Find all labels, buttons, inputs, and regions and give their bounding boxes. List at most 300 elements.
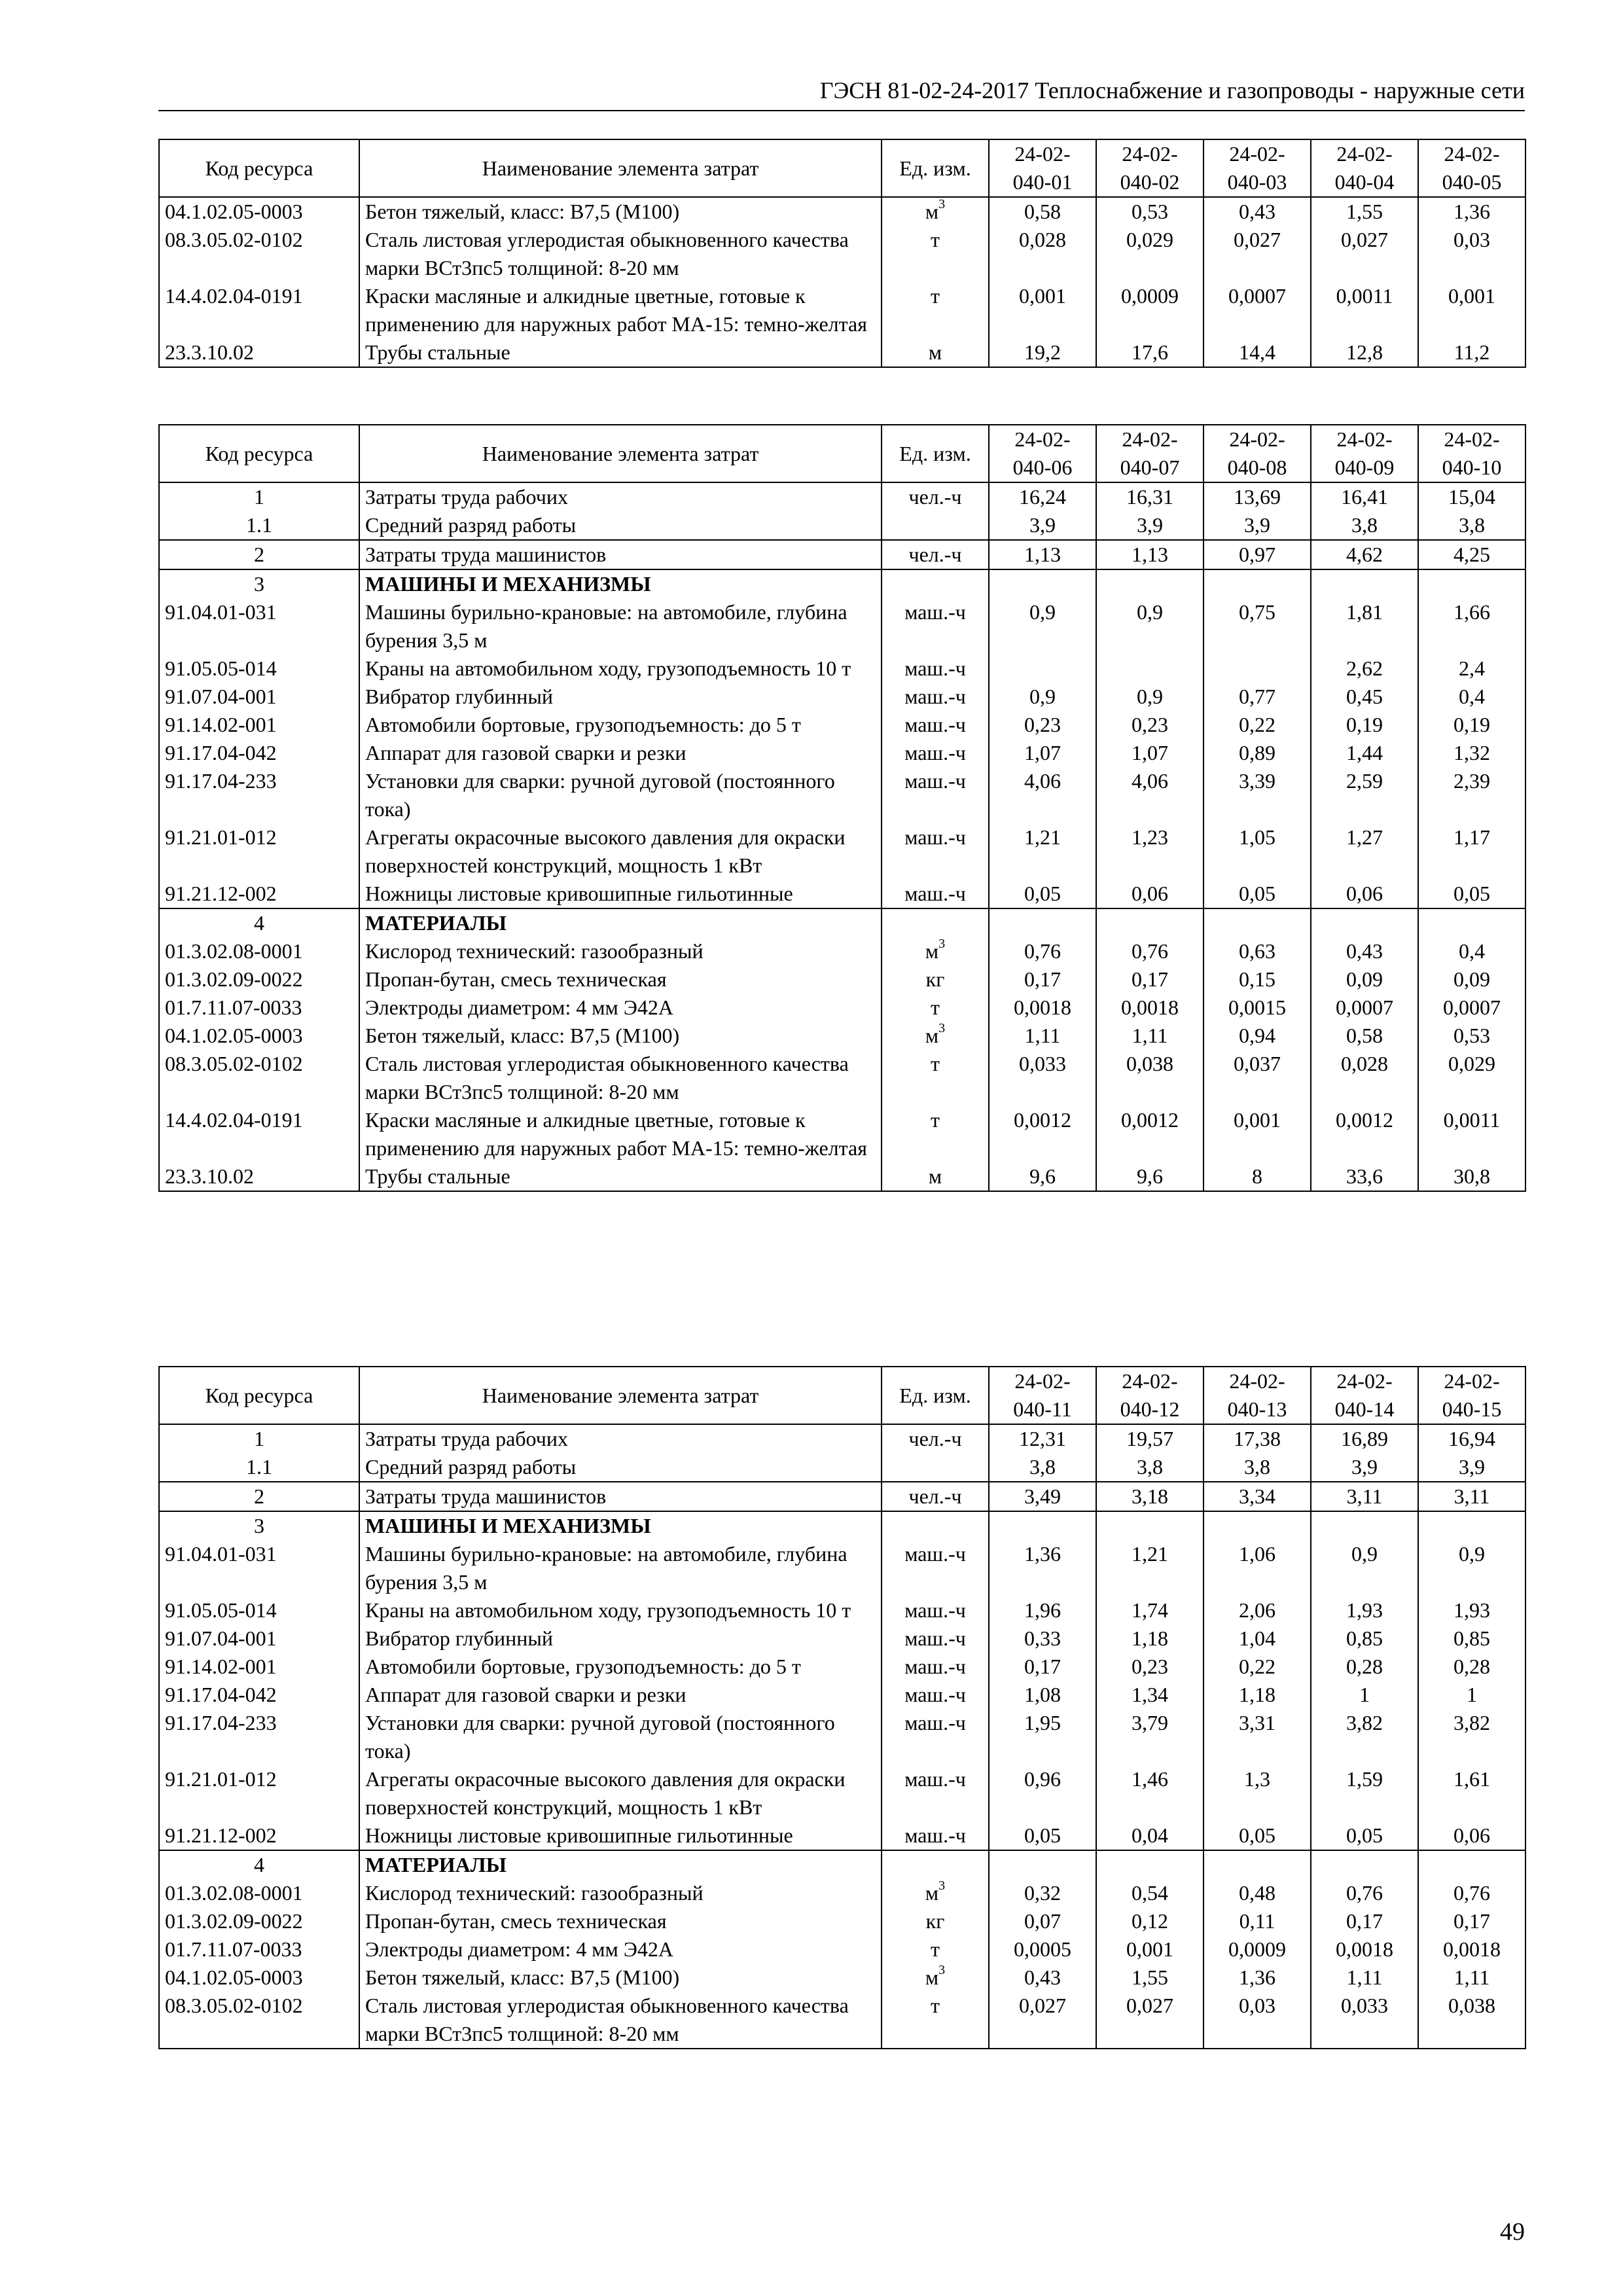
resource-unit: т — [882, 1935, 989, 1964]
norm-value: 3,8 — [1418, 511, 1525, 540]
norm-value: 1,18 — [1096, 1624, 1204, 1653]
resource-name: Пропан-бутан, смесь техническая — [359, 965, 882, 994]
norm-value: 1,46 — [1096, 1765, 1204, 1821]
header-norm-code: 24-02- 040-02 — [1096, 139, 1204, 197]
resource-unit: т — [882, 994, 989, 1022]
table-row — [159, 711, 1525, 739]
norm-value: 1,44 — [1311, 739, 1418, 767]
norm-value: 1,07 — [1096, 739, 1204, 767]
norm-value: 3,11 — [1418, 1482, 1525, 1511]
norm-value: 15,04 — [1418, 482, 1525, 511]
norm-value — [1204, 655, 1311, 683]
table-row — [159, 1992, 1525, 2049]
norm-value — [989, 655, 1096, 683]
resource-name: МАШИНЫ И МЕХАНИЗМЫ — [359, 569, 882, 598]
norm-value: 0,23 — [989, 711, 1096, 739]
resource-name: Краны на автомобильном ходу, грузоподъемность 10 т — [359, 655, 882, 683]
norm-value: 0,9 — [1096, 598, 1204, 655]
norm-value — [1418, 569, 1525, 598]
norm-value: 0,09 — [1311, 965, 1418, 994]
norm-value: 1,04 — [1204, 1624, 1311, 1653]
norm-value: 0,32 — [989, 1879, 1096, 1907]
resource-code: 04.1.02.05-0003 — [159, 1964, 359, 1992]
resource-name: Вибратор глубинный — [359, 1624, 882, 1653]
resource-name: МАТЕРИАЛЫ — [359, 908, 882, 937]
table-row — [159, 511, 1525, 540]
resource-code: 91.21.12-002 — [159, 880, 359, 908]
norm-value: 0,06 — [1418, 1821, 1525, 1850]
resource-code: 4 — [159, 1850, 359, 1879]
resource-name: Электроды диаметром: 4 мм Э42А — [359, 994, 882, 1022]
header-name: Наименование элемента затрат — [359, 425, 882, 482]
norm-value: 2,39 — [1418, 767, 1525, 823]
resource-unit: маш.-ч — [882, 1540, 989, 1596]
norm-value: 0,77 — [1204, 683, 1311, 711]
norm-value: 0,038 — [1418, 1992, 1525, 2049]
resource-name: Агрегаты окрасочные высокого давления для окраски поверхностей конструкций, мощность 1 кВт — [359, 1765, 882, 1821]
norm-value: 1,61 — [1418, 1765, 1525, 1821]
norm-value: 3,8 — [1096, 1453, 1204, 1482]
resource-table-1 — [158, 139, 1526, 368]
table-row — [159, 1162, 1525, 1191]
resource-unit: маш.-ч — [882, 739, 989, 767]
norm-value: 0,027 — [1096, 1992, 1204, 2049]
header-code: Код ресурса — [159, 1367, 359, 1424]
resource-name: Бетон тяжелый, класс: В7,5 (М100) — [359, 1022, 882, 1050]
resource-unit: чел.-ч — [882, 1424, 989, 1453]
norm-value: 16,31 — [1096, 482, 1204, 511]
table-row — [159, 1511, 1525, 1540]
header-row — [159, 1367, 1525, 1424]
norm-value: 1,18 — [1204, 1681, 1311, 1709]
header-norm-code: 24-02- 040-01 — [989, 139, 1096, 197]
norm-value: 0,17 — [989, 1653, 1096, 1681]
resource-table-2 — [158, 424, 1526, 1192]
norm-value: 0,75 — [1204, 598, 1311, 655]
resource-unit — [882, 1511, 989, 1540]
resource-name: Пропан-бутан, смесь техническая — [359, 1907, 882, 1935]
norm-value: 11,2 — [1418, 338, 1525, 367]
resource-unit: т — [882, 1050, 989, 1106]
norm-value: 2,06 — [1204, 1596, 1311, 1624]
norm-value: 1,66 — [1418, 598, 1525, 655]
resource-name: Автомобили бортовые, грузоподъемность: до 5 т — [359, 1653, 882, 1681]
norm-value: 3,82 — [1418, 1709, 1525, 1765]
norm-value: 0,05 — [1204, 880, 1311, 908]
header-norm-code: 24-02- 040-08 — [1204, 425, 1311, 482]
resource-name: Ножницы листовые кривошипные гильотинные — [359, 1821, 882, 1850]
resource-code: 91.05.05-014 — [159, 1596, 359, 1624]
norm-value: 0,05 — [1418, 880, 1525, 908]
norm-value: 0,09 — [1418, 965, 1525, 994]
norm-value: 0,0018 — [1311, 1935, 1418, 1964]
resource-code: 01.7.11.07-0033 — [159, 1935, 359, 1964]
table-row — [159, 1821, 1525, 1850]
norm-value — [1204, 569, 1311, 598]
resource-code: 91.21.01-012 — [159, 1765, 359, 1821]
resource-name: Затраты труда машинистов — [359, 540, 882, 569]
header-name: Наименование элемента затрат — [359, 1367, 882, 1424]
resource-code: 3 — [159, 569, 359, 598]
resource-name: Трубы стальные — [359, 1162, 882, 1191]
table-row — [159, 908, 1525, 937]
resource-code: 91.07.04-001 — [159, 1624, 359, 1653]
norm-value: 1,55 — [1311, 197, 1418, 226]
norm-value: 3,18 — [1096, 1482, 1204, 1511]
norm-value: 0,028 — [1311, 1050, 1418, 1106]
norm-value: 1,23 — [1096, 823, 1204, 880]
resource-unit: кг — [882, 1907, 989, 1935]
resource-unit: чел.-ч — [882, 540, 989, 569]
resource-code: 01.7.11.07-0033 — [159, 994, 359, 1022]
resource-code: 01.3.02.08-0001 — [159, 937, 359, 965]
norm-value: 0,027 — [1204, 226, 1311, 282]
table-row — [159, 1935, 1525, 1964]
norm-value: 16,24 — [989, 482, 1096, 511]
norm-value: 0,9 — [989, 683, 1096, 711]
norm-value — [989, 569, 1096, 598]
norm-value: 0,76 — [1096, 937, 1204, 965]
table-row — [159, 540, 1525, 569]
norm-value: 0,94 — [1204, 1022, 1311, 1050]
resource-code: 08.3.05.02-0102 — [159, 1992, 359, 2049]
norm-value: 3,9 — [1418, 1453, 1525, 1482]
resource-code: 2 — [159, 540, 359, 569]
table-row — [159, 767, 1525, 823]
norm-value: 1,3 — [1204, 1765, 1311, 1821]
norm-value: 0,33 — [989, 1624, 1096, 1653]
header-norm-code: 24-02- 040-10 — [1418, 425, 1525, 482]
resource-name: Сталь листовая углеродистая обыкновенного качества марки ВСт3пс5 толщиной: 8-20 мм — [359, 1050, 882, 1106]
resource-name: Агрегаты окрасочные высокого давления для окраски поверхностей конструкций, мощность 1 кВт — [359, 823, 882, 880]
resource-name: Кислород технический: газообразный — [359, 937, 882, 965]
resource-unit: $м^3$ — [882, 937, 989, 965]
resource-unit: т — [882, 226, 989, 282]
header-code: Код ресурса — [159, 425, 359, 482]
norm-value: 0,0012 — [1096, 1106, 1204, 1162]
norm-value: 3,39 — [1204, 767, 1311, 823]
norm-value: 0,28 — [1311, 1653, 1418, 1681]
norm-value: 12,31 — [989, 1424, 1096, 1453]
table-row — [159, 1022, 1525, 1050]
norm-value: 0,0009 — [1204, 1935, 1311, 1964]
resource-name: Бетон тяжелый, класс: В7,5 (М100) — [359, 197, 882, 226]
resource-code: 14.4.02.04-0191 — [159, 282, 359, 338]
norm-value: 3,31 — [1204, 1709, 1311, 1765]
norm-value: 0,89 — [1204, 739, 1311, 767]
norm-value: 0,17 — [989, 965, 1096, 994]
header-norm-code: 24-02- 040-13 — [1204, 1367, 1311, 1424]
table-row — [159, 994, 1525, 1022]
norm-value: 0,58 — [989, 197, 1096, 226]
resource-name: Машины бурильно-крановые: на автомобиле, глубина бурения 3,5 м — [359, 1540, 882, 1596]
norm-value: 1,96 — [989, 1596, 1096, 1624]
norm-value: 1,21 — [1096, 1540, 1204, 1596]
norm-value: 3,9 — [989, 511, 1096, 540]
resource-code: 91.04.01-031 — [159, 598, 359, 655]
resource-code: 01.3.02.09-0022 — [159, 1907, 359, 1935]
table-row — [159, 1453, 1525, 1482]
norm-value: 0,43 — [989, 1964, 1096, 1992]
resource-unit: т — [882, 1106, 989, 1162]
resource-code: 23.3.10.02 — [159, 338, 359, 367]
norm-value: 0,9 — [1096, 683, 1204, 711]
table-row — [159, 1653, 1525, 1681]
resource-table-3 — [158, 1366, 1526, 2049]
norm-value — [989, 1850, 1096, 1879]
resource-unit: маш.-ч — [882, 655, 989, 683]
norm-value: 30,8 — [1418, 1162, 1525, 1191]
resource-code: 91.07.04-001 — [159, 683, 359, 711]
norm-value: 0,17 — [1311, 1907, 1418, 1935]
resource-name: Машины бурильно-крановые: на автомобиле, глубина бурения 3,5 м — [359, 598, 882, 655]
norm-value: 0,53 — [1418, 1022, 1525, 1050]
resource-name: Автомобили бортовые, грузоподъемность: до 5 т — [359, 711, 882, 739]
resource-name: Затраты труда машинистов — [359, 1482, 882, 1511]
norm-value: 17,38 — [1204, 1424, 1311, 1453]
norm-value — [1204, 908, 1311, 937]
header-norm-code: 24-02- 040-03 — [1204, 139, 1311, 197]
norm-value: 1 — [1418, 1681, 1525, 1709]
resource-code: 91.14.02-001 — [159, 711, 359, 739]
norm-value: 0,43 — [1204, 197, 1311, 226]
norm-value: 0,45 — [1311, 683, 1418, 711]
norm-value: 1,07 — [989, 739, 1096, 767]
norm-value: 1,93 — [1418, 1596, 1525, 1624]
norm-value: 0,04 — [1096, 1821, 1204, 1850]
resource-name: Электроды диаметром: 4 мм Э42А — [359, 1935, 882, 1964]
resource-code: 91.14.02-001 — [159, 1653, 359, 1681]
table-row — [159, 1540, 1525, 1596]
norm-value: 0,4 — [1418, 937, 1525, 965]
norm-value: 4,06 — [1096, 767, 1204, 823]
header-norm-code: 24-02- 040-05 — [1418, 139, 1525, 197]
norm-value: 0,9 — [1418, 1540, 1525, 1596]
norm-value — [1204, 1511, 1311, 1540]
norm-value: 3,82 — [1311, 1709, 1418, 1765]
resource-name: Кислород технический: газообразный — [359, 1879, 882, 1907]
table-row — [159, 739, 1525, 767]
norm-value: 0,0012 — [1311, 1106, 1418, 1162]
norm-value: 0,58 — [1311, 1022, 1418, 1050]
norm-value: 0,19 — [1418, 711, 1525, 739]
resource-name: Вибратор глубинный — [359, 683, 882, 711]
norm-value: 0,12 — [1096, 1907, 1204, 1935]
norm-value: 13,69 — [1204, 482, 1311, 511]
resource-name: Установки для сварки: ручной дуговой (постоянного тока) — [359, 1709, 882, 1765]
header-unit: Ед. изм. — [882, 139, 989, 197]
norm-value: 3,79 — [1096, 1709, 1204, 1765]
norm-value: 1,13 — [1096, 540, 1204, 569]
norm-value: 1,06 — [1204, 1540, 1311, 1596]
norm-value: 0,22 — [1204, 711, 1311, 739]
norm-value: 1,36 — [1204, 1964, 1311, 1992]
norm-value: 0,06 — [1096, 880, 1204, 908]
norm-value: 0,027 — [989, 1992, 1096, 2049]
norm-value: 9,6 — [989, 1162, 1096, 1191]
page-number: 49 — [1500, 2218, 1525, 2246]
norm-value: 3,9 — [1096, 511, 1204, 540]
norm-value: 12,8 — [1311, 338, 1418, 367]
norm-value: 0,001 — [1204, 1106, 1311, 1162]
norm-value: 0,029 — [1418, 1050, 1525, 1106]
norm-value: 0,54 — [1096, 1879, 1204, 1907]
table-row — [159, 226, 1525, 282]
norm-value: 0,0009 — [1096, 282, 1204, 338]
norm-value: 0,22 — [1204, 1653, 1311, 1681]
table-row — [159, 1907, 1525, 1935]
norm-value: 0,76 — [989, 937, 1096, 965]
table-row — [159, 1879, 1525, 1907]
resource-code: 14.4.02.04-0191 — [159, 1106, 359, 1162]
norm-value: 0,48 — [1204, 1879, 1311, 1907]
norm-value — [1311, 908, 1418, 937]
resource-code: 91.04.01-031 — [159, 1540, 359, 1596]
norm-value: 0,05 — [1204, 1821, 1311, 1850]
norm-value: 19,57 — [1096, 1424, 1204, 1453]
table-row — [159, 482, 1525, 511]
norm-value: 2,59 — [1311, 767, 1418, 823]
resource-unit: $м^3$ — [882, 197, 989, 226]
norm-value: 0,027 — [1311, 226, 1418, 282]
norm-value: 0,028 — [989, 226, 1096, 282]
norm-value: 0,17 — [1418, 1907, 1525, 1935]
norm-value: 9,6 — [1096, 1162, 1204, 1191]
header-norm-code: 24-02- 040-12 — [1096, 1367, 1204, 1424]
resource-name: Средний разряд работы — [359, 1453, 882, 1482]
resource-unit: м — [882, 1162, 989, 1191]
resource-unit: маш.-ч — [882, 1821, 989, 1850]
norm-value: 0,0018 — [989, 994, 1096, 1022]
norm-value: 1,81 — [1311, 598, 1418, 655]
header-unit: Ед. изм. — [882, 1367, 989, 1424]
norm-value: 3,8 — [1311, 511, 1418, 540]
norm-value: 0,11 — [1204, 1907, 1311, 1935]
resource-unit: чел.-ч — [882, 1482, 989, 1511]
norm-value: 3,8 — [1204, 1453, 1311, 1482]
table-row — [159, 1106, 1525, 1162]
norm-value: 0,0011 — [1418, 1106, 1525, 1162]
table-row — [159, 282, 1525, 338]
resource-name: Аппарат для газовой сварки и резки — [359, 739, 882, 767]
header-code: Код ресурса — [159, 139, 359, 197]
norm-value: 0,029 — [1096, 226, 1204, 282]
table-row — [159, 569, 1525, 598]
norm-value: 4,25 — [1418, 540, 1525, 569]
table-row — [159, 1964, 1525, 1992]
header-row — [159, 139, 1525, 197]
resource-code: 01.3.02.08-0001 — [159, 1879, 359, 1907]
norm-value: 0,05 — [1311, 1821, 1418, 1850]
resource-unit: $м^3$ — [882, 1879, 989, 1907]
norm-value — [1096, 1511, 1204, 1540]
resource-name: Краски масляные и алкидные цветные, готовые к применению для наружных работ МА-15: темно-желтая — [359, 282, 882, 338]
norm-value — [1418, 1850, 1525, 1879]
header-norm-code: 24-02- 040-15 — [1418, 1367, 1525, 1424]
norm-value: 0,4 — [1418, 683, 1525, 711]
norm-value: 1,17 — [1418, 823, 1525, 880]
norm-value: 0,037 — [1204, 1050, 1311, 1106]
norm-value — [1096, 908, 1204, 937]
header-name: Наименование элемента затрат — [359, 139, 882, 197]
resource-name: МАШИНЫ И МЕХАНИЗМЫ — [359, 1511, 882, 1540]
norm-value — [1096, 569, 1204, 598]
norm-value: 0,0005 — [989, 1935, 1096, 1964]
norm-value: 0,63 — [1204, 937, 1311, 965]
norm-value: 1,05 — [1204, 823, 1311, 880]
resource-unit: м — [882, 338, 989, 367]
norm-value: 0,0018 — [1418, 1935, 1525, 1964]
resource-name: Ножницы листовые кривошипные гильотинные — [359, 880, 882, 908]
table-row — [159, 338, 1525, 367]
norm-value: 0,15 — [1204, 965, 1311, 994]
resource-code: 23.3.10.02 — [159, 1162, 359, 1191]
resource-unit: маш.-ч — [882, 683, 989, 711]
norm-value: 0,97 — [1204, 540, 1311, 569]
resource-code: 08.3.05.02-0102 — [159, 1050, 359, 1106]
norm-value: 4,06 — [989, 767, 1096, 823]
resource-unit: маш.-ч — [882, 823, 989, 880]
resource-code: 4 — [159, 908, 359, 937]
resource-name: Затраты труда рабочих — [359, 1424, 882, 1453]
table-row — [159, 598, 1525, 655]
norm-value: 3,8 — [989, 1453, 1096, 1482]
norm-value: 0,43 — [1311, 937, 1418, 965]
resource-unit — [882, 511, 989, 540]
norm-value: 0,0018 — [1096, 994, 1204, 1022]
norm-value: 0,96 — [989, 1765, 1096, 1821]
norm-value: 4,62 — [1311, 540, 1418, 569]
norm-value — [1418, 1511, 1525, 1540]
norm-value: 1,11 — [1418, 1964, 1525, 1992]
norm-value: 0,001 — [1418, 282, 1525, 338]
resource-unit: чел.-ч — [882, 482, 989, 511]
norm-value: 19,2 — [989, 338, 1096, 367]
resource-unit: кг — [882, 965, 989, 994]
norm-value: 0,76 — [1418, 1879, 1525, 1907]
resource-unit: маш.-ч — [882, 598, 989, 655]
resource-name: Бетон тяжелый, класс: В7,5 (М100) — [359, 1964, 882, 1992]
resource-code: 91.21.12-002 — [159, 1821, 359, 1850]
norm-value: 1,59 — [1311, 1765, 1418, 1821]
norm-value: 1,21 — [989, 823, 1096, 880]
resource-name: Установки для сварки: ручной дуговой (постоянного тока) — [359, 767, 882, 823]
norm-value: 33,6 — [1311, 1162, 1418, 1191]
table-row — [159, 683, 1525, 711]
header-norm-code: 24-02- 040-14 — [1311, 1367, 1418, 1424]
norm-value: 17,6 — [1096, 338, 1204, 367]
norm-value — [1204, 1850, 1311, 1879]
table-row — [159, 197, 1525, 226]
resource-name: Краски масляные и алкидные цветные, готовые к применению для наружных работ МА-15: темно-желтая — [359, 1106, 882, 1162]
resource-unit — [882, 1453, 989, 1482]
resource-name: Аппарат для газовой сварки и резки — [359, 1681, 882, 1709]
header-unit: Ед. изм. — [882, 425, 989, 482]
header-norm-code: 24-02- 040-04 — [1311, 139, 1418, 197]
resource-unit: маш.-ч — [882, 1653, 989, 1681]
resource-unit: маш.-ч — [882, 767, 989, 823]
norm-value: 16,41 — [1311, 482, 1418, 511]
table-row — [159, 1482, 1525, 1511]
table-row — [159, 880, 1525, 908]
norm-value: 0,9 — [1311, 1540, 1418, 1596]
resource-code: 91.17.04-233 — [159, 767, 359, 823]
resource-unit: $м^3$ — [882, 1964, 989, 1992]
norm-value: 0,07 — [989, 1907, 1096, 1935]
norm-value: 3,34 — [1204, 1482, 1311, 1511]
table-row — [159, 1624, 1525, 1653]
table-row — [159, 1596, 1525, 1624]
